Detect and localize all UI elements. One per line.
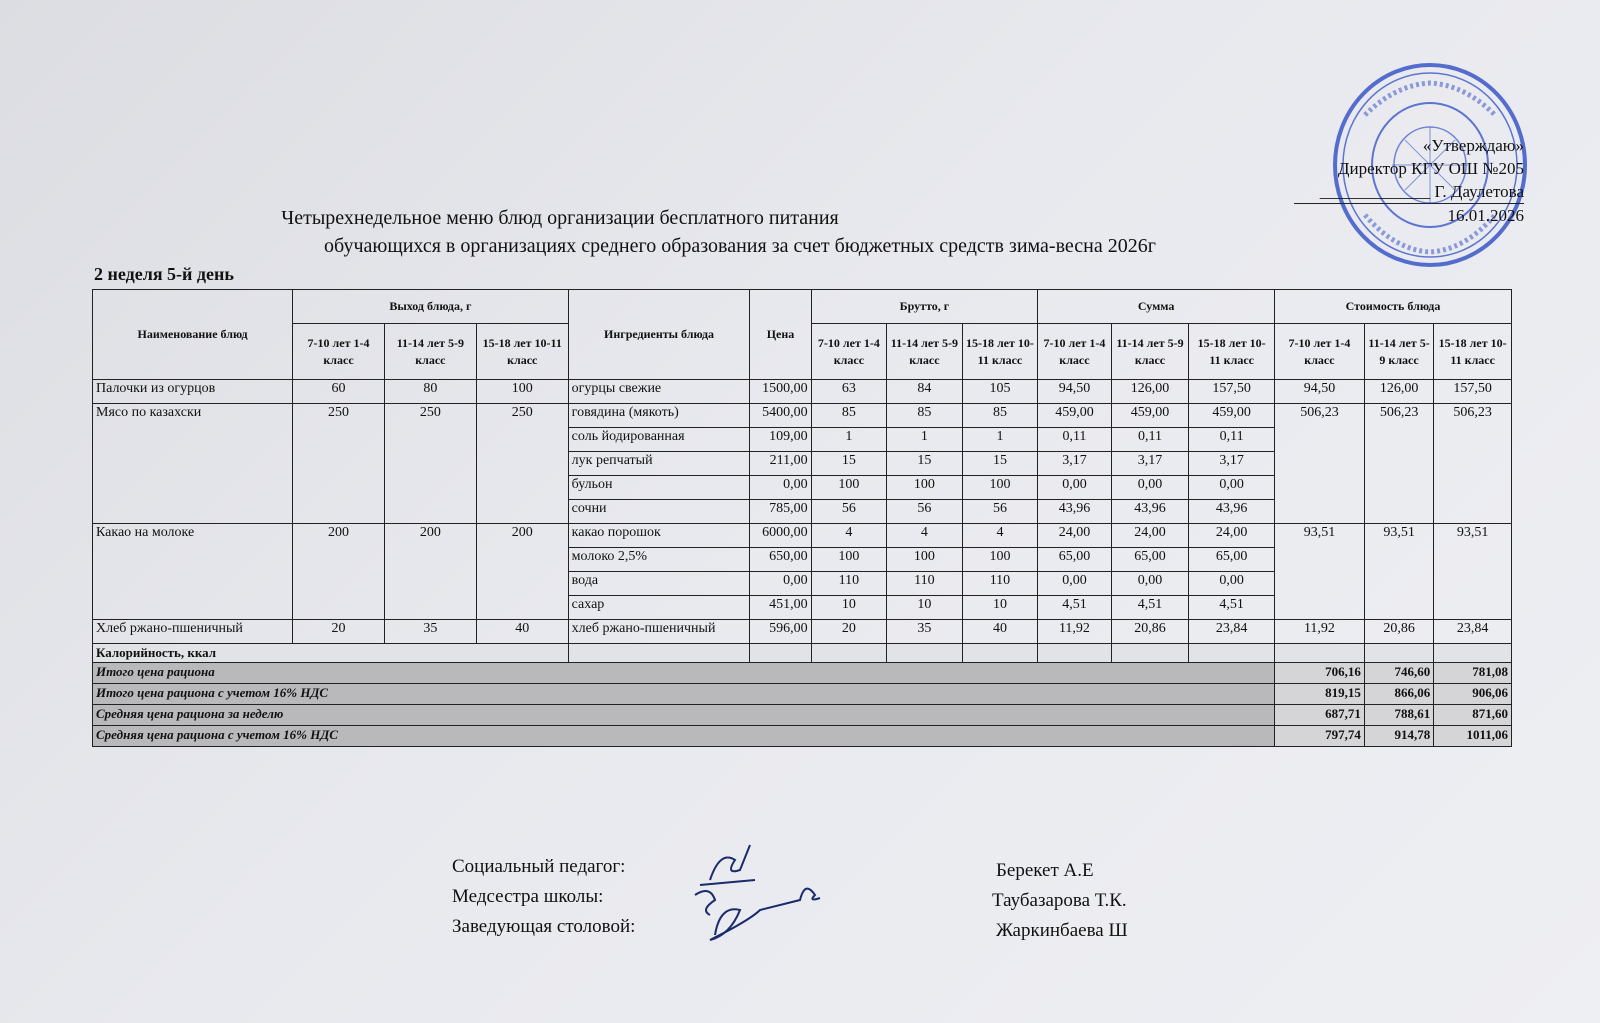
total-value: 866,06	[1364, 684, 1433, 705]
ingredient-sum: 459,00	[1111, 404, 1189, 428]
dish-name: Какао на молоке	[93, 524, 293, 620]
ingredient-sum: 0,00	[1038, 476, 1111, 500]
ingredient-price: 0,00	[750, 572, 811, 596]
ingredient-sum: 3,17	[1189, 452, 1275, 476]
ingredient-gross: 110	[887, 572, 963, 596]
ingredient-gross: 85	[811, 404, 887, 428]
table-row	[93, 620, 1512, 644]
header-age-1: 7-10 лет 1-4 класс	[1275, 324, 1365, 380]
dish-yield-age2: 250	[384, 404, 476, 524]
dish-name: Палочки из огурцов	[93, 380, 293, 404]
calories-cell	[811, 644, 887, 663]
dish-yield-age2: 80	[384, 380, 476, 404]
ingredient-price: 650,00	[750, 548, 811, 572]
calories-cell	[750, 644, 811, 663]
ingredient-sum: 43,96	[1111, 500, 1189, 524]
ingredient-sum: 94,50	[1038, 380, 1111, 404]
total-value: 906,06	[1434, 684, 1512, 705]
ingredient-gross: 4	[811, 524, 887, 548]
ingredient-sum: 0,00	[1111, 476, 1189, 500]
dish-yield-age3: 250	[476, 404, 568, 524]
ingredient-gross: 56	[887, 500, 963, 524]
ingredient-gross: 15	[887, 452, 963, 476]
ingredient-name: сочни	[568, 500, 750, 524]
total-value: 706,16	[1275, 663, 1365, 684]
ingredient-sum: 0,00	[1111, 572, 1189, 596]
header-age-3: 15-18 лет 10-11 класс	[476, 324, 568, 380]
dish-cost: 93,51	[1364, 524, 1433, 620]
total-label: Средняя цена рациона за неделю	[93, 705, 1275, 726]
ingredient-gross: 10	[811, 596, 887, 620]
ingredient-sum: 0,00	[1189, 572, 1275, 596]
ingredient-price: 596,00	[750, 620, 811, 644]
header-age-3: 15-18 лет 10-11 класс	[1434, 324, 1512, 380]
ingredient-price: 0,00	[750, 476, 811, 500]
ingredient-gross: 1	[887, 428, 963, 452]
approval-date: 16.01.2026	[1447, 206, 1524, 225]
header-age-1: 7-10 лет 1-4 класс	[293, 324, 385, 380]
total-value: 819,15	[1275, 684, 1365, 705]
calories-cell	[568, 644, 750, 663]
calories-row	[93, 644, 1512, 663]
ingredient-name: огурцы свежие	[568, 380, 750, 404]
ingredient-sum: 24,00	[1038, 524, 1111, 548]
ingredient-gross: 4	[962, 524, 1038, 548]
ingredient-sum: 4,51	[1111, 596, 1189, 620]
ingredient-gross: 35	[887, 620, 963, 644]
header-gross: Брутто, г	[811, 290, 1038, 324]
ingredient-name: какао порошок	[568, 524, 750, 548]
ingredient-gross: 1	[962, 428, 1038, 452]
ingredient-name: бульон	[568, 476, 750, 500]
document-title-line2: обучающихся в организациях среднего образования за счет бюджетных средств зима-весна 2026г	[324, 235, 1156, 257]
total-label: Итого цена рациона с учетом 16% НДС	[93, 684, 1275, 705]
header-age-2: 11-14 лет 5-9 класс	[1111, 324, 1189, 380]
ingredient-sum: 0,11	[1038, 428, 1111, 452]
ingredient-gross: 20	[811, 620, 887, 644]
total-value: 788,61	[1364, 705, 1433, 726]
table-row	[93, 380, 1512, 404]
calories-cell	[962, 644, 1038, 663]
dish-cost: 506,23	[1364, 404, 1433, 524]
dish-cost: 157,50	[1434, 380, 1512, 404]
ingredient-gross: 40	[962, 620, 1038, 644]
header-age-2: 11-14 лет 5-9 класс	[887, 324, 963, 380]
ingredient-sum: 24,00	[1111, 524, 1189, 548]
ingredient-gross: 85	[887, 404, 963, 428]
ingredient-name: говядина (мякоть)	[568, 404, 750, 428]
dish-yield-age3: 100	[476, 380, 568, 404]
dish-yield-age2: 35	[384, 620, 476, 644]
ingredient-name: лук репчатый	[568, 452, 750, 476]
ingredient-gross: 105	[962, 380, 1038, 404]
dish-yield-age1: 250	[293, 404, 385, 524]
week-day-label: 2 неделя 5-й день	[94, 264, 234, 284]
total-value: 871,60	[1434, 705, 1512, 726]
menu-table-body	[93, 380, 1512, 747]
dish-yield-age1: 20	[293, 620, 385, 644]
calories-cell	[1038, 644, 1111, 663]
dish-yield-age1: 60	[293, 380, 385, 404]
ingredient-sum: 157,50	[1189, 380, 1275, 404]
ingredient-sum: 0,11	[1189, 428, 1275, 452]
dish-cost: 506,23	[1275, 404, 1365, 524]
ingredient-gross: 56	[962, 500, 1038, 524]
header-age-3: 15-18 лет 10-11 класс	[962, 324, 1038, 380]
signature-role-2: Медсестра школы:	[452, 886, 604, 907]
approval-position: Директор КГУ ОШ №205	[1337, 159, 1524, 178]
dish-name: Мясо по казахски	[93, 404, 293, 524]
ingredient-gross: 63	[811, 380, 887, 404]
dish-cost: 506,23	[1434, 404, 1512, 524]
ingredient-gross: 100	[811, 476, 887, 500]
ingredient-gross: 84	[887, 380, 963, 404]
dish-yield-age3: 40	[476, 620, 568, 644]
signature-role-3: Заведующая столовой:	[452, 916, 636, 937]
total-value: 797,74	[1275, 726, 1365, 747]
header-cost: Стоимость блюда	[1275, 290, 1512, 324]
ingredient-name: сахар	[568, 596, 750, 620]
signature-role-1: Социальный педагог:	[452, 856, 626, 877]
ingredient-price: 5400,00	[750, 404, 811, 428]
ingredient-sum: 0,00	[1189, 476, 1275, 500]
header-price: Цена	[750, 290, 811, 380]
total-value: 746,60	[1364, 663, 1433, 684]
ingredient-price: 451,00	[750, 596, 811, 620]
dish-yield-age2: 200	[384, 524, 476, 620]
header-age-2: 11-14 лет 5-9 класс	[1364, 324, 1433, 380]
ingredient-gross: 100	[887, 476, 963, 500]
ingredient-gross: 100	[962, 476, 1038, 500]
dish-cost: 93,51	[1434, 524, 1512, 620]
header-age-1: 7-10 лет 1-4 класс	[1038, 324, 1111, 380]
dish-yield-age1: 200	[293, 524, 385, 620]
ingredient-sum: 24,00	[1189, 524, 1275, 548]
ingredient-gross: 10	[962, 596, 1038, 620]
calories-label: Калорийность, ккал	[93, 644, 569, 663]
ingredient-price: 1500,00	[750, 380, 811, 404]
approval-signature-line: _____________ Г. Даулетова	[1294, 180, 1524, 204]
ingredient-name: соль йодированная	[568, 428, 750, 452]
ingredient-gross: 15	[811, 452, 887, 476]
ingredient-gross: 100	[962, 548, 1038, 572]
ingredient-gross: 110	[962, 572, 1038, 596]
signature-name-2: Таубазарова Т.К.	[992, 890, 1127, 911]
ingredient-sum: 20,86	[1111, 620, 1189, 644]
total-value: 687,71	[1275, 705, 1365, 726]
ingredient-sum: 23,84	[1189, 620, 1275, 644]
header-age-2: 11-14 лет 5-9 класс	[384, 324, 476, 380]
ingredient-gross: 1	[811, 428, 887, 452]
ingredient-sum: 65,00	[1189, 548, 1275, 572]
table-row	[93, 524, 1512, 548]
dish-cost: 23,84	[1434, 620, 1512, 644]
ingredient-name: хлеб ржано-пшеничный	[568, 620, 750, 644]
calories-cell	[887, 644, 963, 663]
ingredient-sum: 459,00	[1038, 404, 1111, 428]
handwritten-signatures	[680, 840, 840, 960]
total-value: 781,08	[1434, 663, 1512, 684]
calories-cell	[1434, 644, 1512, 663]
ingredient-gross: 56	[811, 500, 887, 524]
signature-name-1: Берекет А.Е	[996, 860, 1094, 881]
ingredient-gross: 100	[887, 548, 963, 572]
ingredient-name: вода	[568, 572, 750, 596]
total-label: Итого цена рациона	[93, 663, 1275, 684]
dish-yield-age3: 200	[476, 524, 568, 620]
header-age-3: 15-18 лет 10-11 класс	[1189, 324, 1275, 380]
ingredient-gross: 10	[887, 596, 963, 620]
total-value: 1011,06	[1434, 726, 1512, 747]
ingredient-gross: 15	[962, 452, 1038, 476]
menu-table	[92, 289, 1512, 747]
table-row	[93, 404, 1512, 428]
dish-cost: 20,86	[1364, 620, 1433, 644]
ingredient-price: 211,00	[750, 452, 811, 476]
ingredient-sum: 4,51	[1038, 596, 1111, 620]
ingredient-price: 6000,00	[750, 524, 811, 548]
calories-cell	[1111, 644, 1189, 663]
calories-cell	[1189, 644, 1275, 663]
dish-cost: 11,92	[1275, 620, 1365, 644]
header-ingredients: Ингредиенты блюда	[568, 290, 750, 380]
ingredient-sum: 4,51	[1189, 596, 1275, 620]
dish-name: Хлеб ржано-пшеничный	[93, 620, 293, 644]
ingredient-sum: 459,00	[1189, 404, 1275, 428]
ingredient-sum: 126,00	[1111, 380, 1189, 404]
ingredient-price: 785,00	[750, 500, 811, 524]
dish-cost: 126,00	[1364, 380, 1433, 404]
ingredient-sum: 43,96	[1038, 500, 1111, 524]
approval-title: «Утверждаю»	[1422, 136, 1524, 155]
header-dish-name: Наименование блюд	[93, 290, 293, 380]
ingredient-sum: 65,00	[1111, 548, 1189, 572]
ingredient-gross: 110	[811, 572, 887, 596]
calories-cell	[1364, 644, 1433, 663]
ingredient-gross: 85	[962, 404, 1038, 428]
dish-cost: 94,50	[1275, 380, 1365, 404]
total-row	[93, 663, 1512, 684]
header-sum: Сумма	[1038, 290, 1275, 324]
header-age-1: 7-10 лет 1-4 класс	[811, 324, 887, 380]
ingredient-sum: 43,96	[1189, 500, 1275, 524]
total-row	[93, 726, 1512, 747]
header-yield: Выход блюда, г	[293, 290, 569, 324]
document-title-line1: Четырехнедельное меню блюд организации бесплатного питания	[281, 207, 839, 229]
ingredient-sum: 11,92	[1038, 620, 1111, 644]
total-value: 914,78	[1364, 726, 1433, 747]
ingredient-sum: 3,17	[1038, 452, 1111, 476]
ingredient-gross: 4	[887, 524, 963, 548]
ingredient-sum: 3,17	[1111, 452, 1189, 476]
total-row	[93, 684, 1512, 705]
ingredient-sum: 0,00	[1038, 572, 1111, 596]
ingredient-name: молоко 2,5%	[568, 548, 750, 572]
total-label: Средняя цена рациона с учетом 16% НДС	[93, 726, 1275, 747]
signature-name-3: Жаркинбаева Ш	[996, 920, 1128, 941]
total-row	[93, 705, 1512, 726]
ingredient-price: 109,00	[750, 428, 811, 452]
dish-cost: 93,51	[1275, 524, 1365, 620]
ingredient-sum: 65,00	[1038, 548, 1111, 572]
ingredient-sum: 0,11	[1111, 428, 1189, 452]
ingredient-gross: 100	[811, 548, 887, 572]
calories-cell	[1275, 644, 1365, 663]
